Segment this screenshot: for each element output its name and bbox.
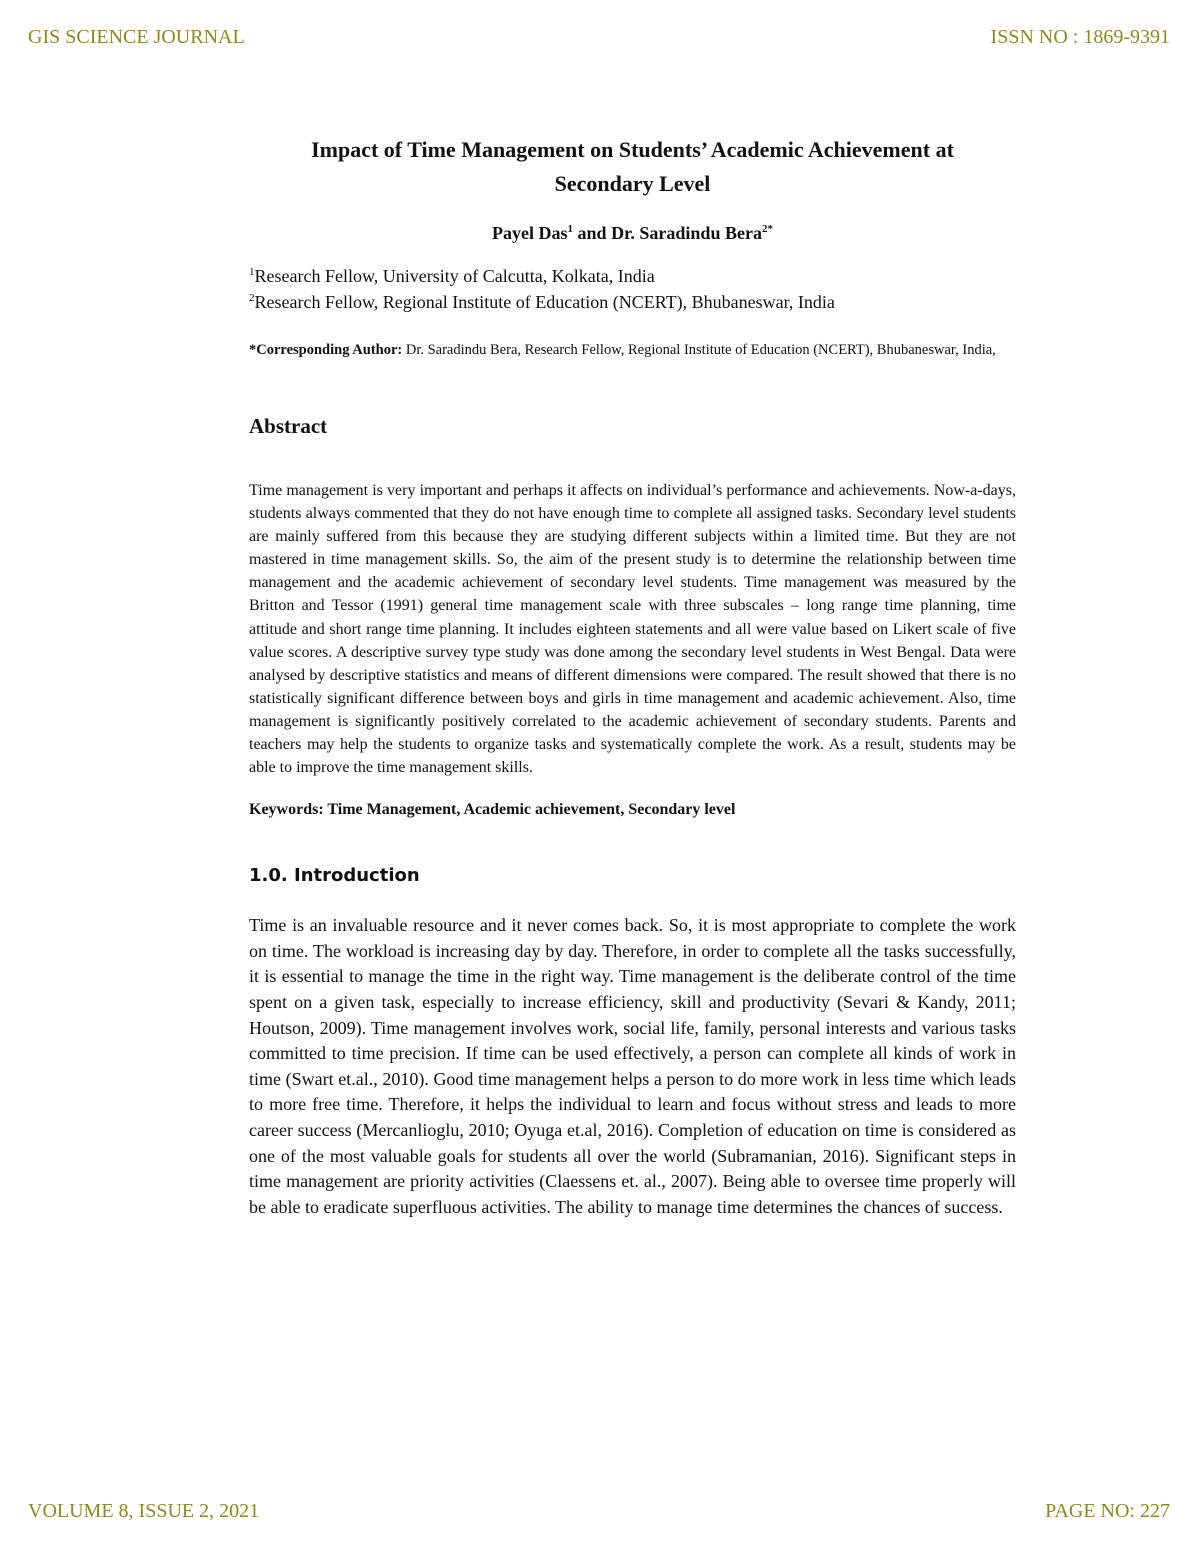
title-line-2: Secondary Level <box>554 171 711 196</box>
page-number: PAGE NO: 227 <box>1045 1500 1170 1522</box>
author-1-sup: 1 <box>567 223 574 235</box>
author-2-sup: 2* <box>761 223 773 235</box>
abstract-heading: Abstract <box>249 414 328 438</box>
issn-number: ISSN NO : 1869-9391 <box>990 26 1170 48</box>
title-line-1: Impact of Time Management on Students’ Academic Achievement at <box>311 137 954 162</box>
affiliation-2-text: Research Fellow, Regional Institute of Education (NCERT), Bhubaneswar, India <box>254 292 835 312</box>
affiliation-2 <box>249 289 1016 315</box>
corresponding-text: Dr. Saradindu Bera, Research Fellow, Regional Institute of Education (NCERT), Bhubaneswar, India, <box>402 342 996 358</box>
affiliation-1-num: 1 <box>249 266 255 278</box>
author-2: Dr. Saradindu Bera <box>611 223 762 243</box>
author-line <box>249 221 1016 245</box>
corresponding-author <box>249 339 1016 362</box>
keywords: Keywords: Time Management, Academic achievement, Secondary level <box>249 801 736 819</box>
abstract-text: Time management is very important and perhaps it affects on individual’s performance and achievements. Now-a-days, students always commented that they do not have enough time to complete all assigned tasks. Secondary level students are mainly suffered from this because they are studying different subjects within a limited time. But they are not mastered in time management skills. So, the aim of the present study is to determine the relationship between time management and the academic achievement of secondary level students. Time management was measured by the Britton and Tessor (1991) general time management scale with three subscales – long range time planning, time attitude and short range time planning. It includes eighteen statements and all were value based on Likert scale of five value scores. A descriptive survey type study was done among the secondary level students in West Bengal. Data were analysed by descriptive statistics and means of different dimensions were compared. The result showed that there is no statistically significant difference between boys and girls in time management and academic achievement. Also, time management is significantly positively correlated to the academic achievement of secondary students. Parents and teachers may help the students to organize tasks and systematically complete the work. As a result, students may be able to improve the time management skills. <box>249 482 1016 777</box>
affiliation-1 <box>249 263 1016 289</box>
introduction-text: Time is an invaluable resource and it never comes back. So, it is most appropriate to complete the work on time. The workload is increasing day by day. Therefore, in order to complete all the tasks successfully, it is essential to manage the time in the right way. Time management is the deliberate control of the time spent on a given task, especially to increase efficiency, skill and productivity (Sevari & Kandy, 2011; Houtson, 2009). Time management involves work, social life, family, personal interests and various tasks committed to time precision. If time can be used effectively, a person can complete all kinds of work in time (Swart et.al., 2010). Good time management helps a person to do more work in less time which leads to more free time. Therefore, it helps the individual to learn and focus without stress and leads to more career success (Mercanlioglu, 2010; Oyuga et.al, 2016). Completion of education on time is considered as one of the most valuable goals for students all over the world (Subramanian, 2016). Significant steps in time management are priority activities (Claessens et. al., 2007). Being able to oversee time properly will be able to eradicate superfluous activities. The ability to manage time determines the chances of success. <box>249 915 1016 1217</box>
paper-title <box>249 133 1016 201</box>
affiliation-2-num: 2 <box>249 292 255 304</box>
journal-name: GIS SCIENCE JOURNAL <box>28 26 245 48</box>
author-conjunction: and <box>573 223 612 243</box>
affiliations <box>249 263 1016 315</box>
author-1: Payel Das <box>492 223 568 243</box>
article-body <box>249 133 1016 1220</box>
corresponding-label: *Corresponding Author: <box>249 342 403 358</box>
affiliation-1-text: Research Fellow, University of Calcutta, Kolkata, India <box>254 266 655 286</box>
introduction-heading: 1.0. Introduction <box>249 865 420 887</box>
volume-issue: VOLUME 8, ISSUE 2, 2021 <box>28 1500 260 1522</box>
